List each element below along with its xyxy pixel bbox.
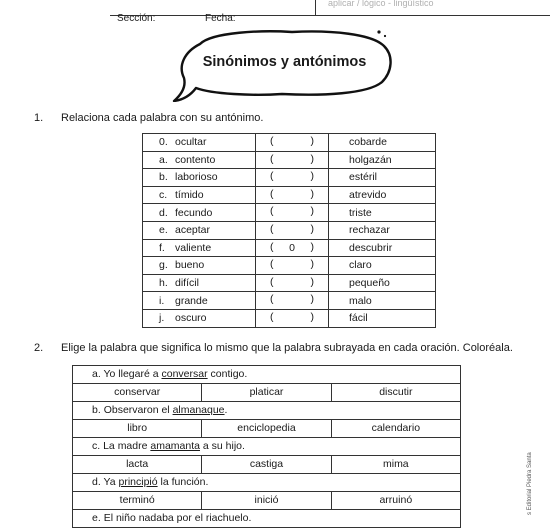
option-cell[interactable]: lacta bbox=[126, 458, 149, 470]
paren-open: ( bbox=[270, 222, 274, 235]
row-letter: 0. bbox=[159, 136, 168, 149]
paren-open: ( bbox=[270, 187, 274, 200]
sentence-row bbox=[73, 474, 460, 492]
option-cell[interactable]: discutir bbox=[331, 384, 460, 401]
header-line bbox=[110, 13, 550, 24]
option-cell[interactable]: inició bbox=[201, 492, 330, 509]
skill-text: aplicar / lógico - lingüístico bbox=[328, 0, 434, 8]
option-cell[interactable]: castiga bbox=[201, 456, 330, 473]
page-title: Sinónimos y antónimos bbox=[202, 54, 367, 70]
word-cell bbox=[143, 239, 256, 257]
paren-open: ( bbox=[270, 293, 274, 306]
row-word: grande bbox=[175, 294, 208, 307]
row-letter: h. bbox=[159, 277, 168, 290]
word-cell bbox=[143, 292, 256, 310]
table-row bbox=[143, 204, 436, 222]
paren-close: ) bbox=[310, 152, 314, 165]
word-cell bbox=[143, 134, 256, 152]
title-badge bbox=[172, 26, 397, 102]
answer-cell[interactable] bbox=[256, 239, 329, 257]
skill-box bbox=[315, 0, 550, 15]
paren-close: ) bbox=[310, 240, 314, 253]
table-row bbox=[143, 221, 436, 239]
paren-close: ) bbox=[310, 258, 314, 271]
table-row bbox=[143, 239, 436, 257]
paren-open: ( bbox=[270, 205, 274, 218]
antonym-cell: claro bbox=[329, 257, 436, 275]
sentence-letter: c. bbox=[92, 440, 101, 452]
underlined-word: almanaque bbox=[172, 404, 225, 416]
sentence-pre: El niño nadaba por el riachuelo. bbox=[103, 512, 252, 524]
answer-cell[interactable] bbox=[256, 186, 329, 204]
paren-open: ( bbox=[270, 240, 274, 253]
row-letter: b. bbox=[159, 171, 168, 184]
sentence-letter: d. bbox=[92, 476, 101, 488]
sentence-text bbox=[92, 404, 227, 416]
answer-cell[interactable] bbox=[256, 274, 329, 292]
answer-value: 0 bbox=[289, 241, 295, 254]
answer-cell[interactable] bbox=[256, 257, 329, 275]
row-letter: j. bbox=[159, 312, 165, 325]
option-cell[interactable]: terminó bbox=[119, 494, 155, 506]
sentence-row bbox=[73, 402, 460, 420]
row-letter: g. bbox=[159, 259, 168, 272]
answer-cell[interactable] bbox=[256, 292, 329, 310]
paren-close: ) bbox=[310, 205, 314, 218]
paren-close: ) bbox=[310, 222, 314, 235]
row-letter: d. bbox=[159, 206, 168, 219]
antonym-cell: rechazar bbox=[329, 221, 436, 239]
sentence-post: a su hijo. bbox=[199, 440, 245, 452]
row-letter: c. bbox=[159, 189, 168, 202]
row-word: valiente bbox=[175, 241, 212, 254]
word-cell bbox=[143, 221, 256, 239]
row-word: aceptar bbox=[175, 224, 211, 237]
word-cell bbox=[143, 186, 256, 204]
word-cell bbox=[143, 257, 256, 275]
paren-close: ) bbox=[310, 275, 314, 288]
table-row bbox=[143, 151, 436, 169]
option-cell[interactable]: calendario bbox=[331, 420, 460, 437]
sentence-row bbox=[73, 438, 460, 456]
antonym-cell: atrevido bbox=[329, 186, 436, 204]
sentence-text bbox=[92, 512, 251, 524]
credit-text: s Editorial Piedra Santa bbox=[527, 452, 533, 515]
sentence-letter: a. bbox=[92, 368, 101, 380]
option-cell[interactable]: platicar bbox=[201, 384, 330, 401]
table-row bbox=[143, 309, 436, 327]
section-label: Sección: bbox=[117, 13, 156, 24]
table-row bbox=[143, 257, 436, 275]
sentence-row bbox=[73, 510, 460, 528]
word-cell bbox=[143, 309, 256, 327]
row-word: fecundo bbox=[175, 206, 213, 219]
sentence-letter: b. bbox=[92, 404, 101, 416]
row-letter: f. bbox=[159, 241, 165, 254]
question-number: 1. bbox=[34, 112, 44, 124]
table-row bbox=[143, 134, 436, 152]
row-word: contento bbox=[175, 153, 216, 166]
synonym-table bbox=[72, 365, 461, 528]
word-cell bbox=[143, 169, 256, 187]
sentence-pre: Yo llegaré a bbox=[103, 368, 162, 380]
paren-open: ( bbox=[270, 170, 274, 183]
options-row bbox=[73, 492, 460, 510]
paren-close: ) bbox=[310, 293, 314, 306]
option-cell[interactable]: mima bbox=[331, 456, 460, 473]
paren-open: ( bbox=[270, 275, 274, 288]
sentence-text bbox=[92, 440, 245, 452]
word-cell bbox=[143, 204, 256, 222]
row-word: oscuro bbox=[175, 312, 207, 325]
antonym-cell: estéril bbox=[329, 169, 436, 187]
options-row bbox=[73, 420, 460, 438]
sentence-letter: e. bbox=[92, 512, 101, 524]
paren-open: ( bbox=[270, 258, 274, 271]
answer-cell[interactable] bbox=[256, 309, 329, 327]
word-cell bbox=[143, 151, 256, 169]
option-cell[interactable]: arruinó bbox=[331, 492, 460, 509]
table-row bbox=[143, 292, 436, 310]
antonym-cell: descubrir bbox=[329, 239, 436, 257]
sentence-pre: La madre bbox=[103, 440, 151, 452]
antonym-cell: fácil bbox=[329, 309, 436, 327]
answer-cell[interactable] bbox=[256, 151, 329, 169]
row-letter: a. bbox=[159, 153, 168, 166]
sentence-post: contigo. bbox=[207, 368, 248, 380]
antonym-cell: holgazán bbox=[329, 151, 436, 169]
sentence-pre: Ya bbox=[103, 476, 119, 488]
sentence-post: . bbox=[224, 404, 228, 416]
options-row bbox=[73, 384, 460, 402]
antonym-cell: pequeño bbox=[329, 274, 436, 292]
row-word: bueno bbox=[175, 259, 205, 272]
answer-cell[interactable] bbox=[256, 204, 329, 222]
answer-cell[interactable] bbox=[256, 221, 329, 239]
table-row bbox=[143, 186, 436, 204]
option-cell[interactable]: conservar bbox=[114, 386, 161, 398]
sentence-row bbox=[73, 366, 460, 384]
question-prompt: Relaciona cada palabra con su antónimo. bbox=[61, 112, 264, 124]
sentence-text bbox=[92, 368, 247, 380]
sentence-pre: Observaron el bbox=[103, 404, 173, 416]
word-cell bbox=[143, 274, 256, 292]
paren-close: ) bbox=[310, 135, 314, 147]
options-row bbox=[73, 456, 460, 474]
row-letter: i. bbox=[159, 294, 165, 307]
underlined-word: conversar bbox=[161, 368, 208, 380]
answer-cell[interactable] bbox=[256, 169, 329, 187]
row-word: laborioso bbox=[175, 171, 218, 184]
underlined-word: principió bbox=[118, 476, 158, 488]
paren-open: ( bbox=[270, 135, 274, 147]
question-prompt: Elige la palabra que significa lo mismo que la palabra subrayada en cada oración. Coloréala. bbox=[61, 342, 513, 354]
question-number: 2. bbox=[34, 342, 44, 354]
antonym-cell: cobarde bbox=[329, 134, 436, 152]
option-cell[interactable]: libro bbox=[127, 422, 148, 434]
sentence-post: la función. bbox=[157, 476, 209, 488]
date-label: Fecha: bbox=[205, 13, 236, 24]
paren-open: ( bbox=[270, 152, 274, 165]
paren-close: ) bbox=[310, 187, 314, 200]
paren-close: ) bbox=[310, 310, 314, 323]
answer-cell[interactable] bbox=[256, 134, 329, 152]
row-word: tímido bbox=[175, 189, 204, 202]
table-row bbox=[143, 274, 436, 292]
sentence-text bbox=[92, 476, 208, 488]
table-row bbox=[143, 169, 436, 187]
paren-open: ( bbox=[270, 310, 274, 323]
antonym-table bbox=[142, 133, 436, 328]
underlined-word: amamanta bbox=[150, 440, 200, 452]
option-cell[interactable]: enciclopedia bbox=[201, 420, 330, 437]
antonym-cell: malo bbox=[329, 292, 436, 310]
row-word: difícil bbox=[175, 277, 199, 290]
paren-close: ) bbox=[310, 170, 314, 183]
row-letter: e. bbox=[159, 224, 168, 237]
row-word: ocultar bbox=[175, 136, 207, 149]
antonym-cell: triste bbox=[329, 204, 436, 222]
